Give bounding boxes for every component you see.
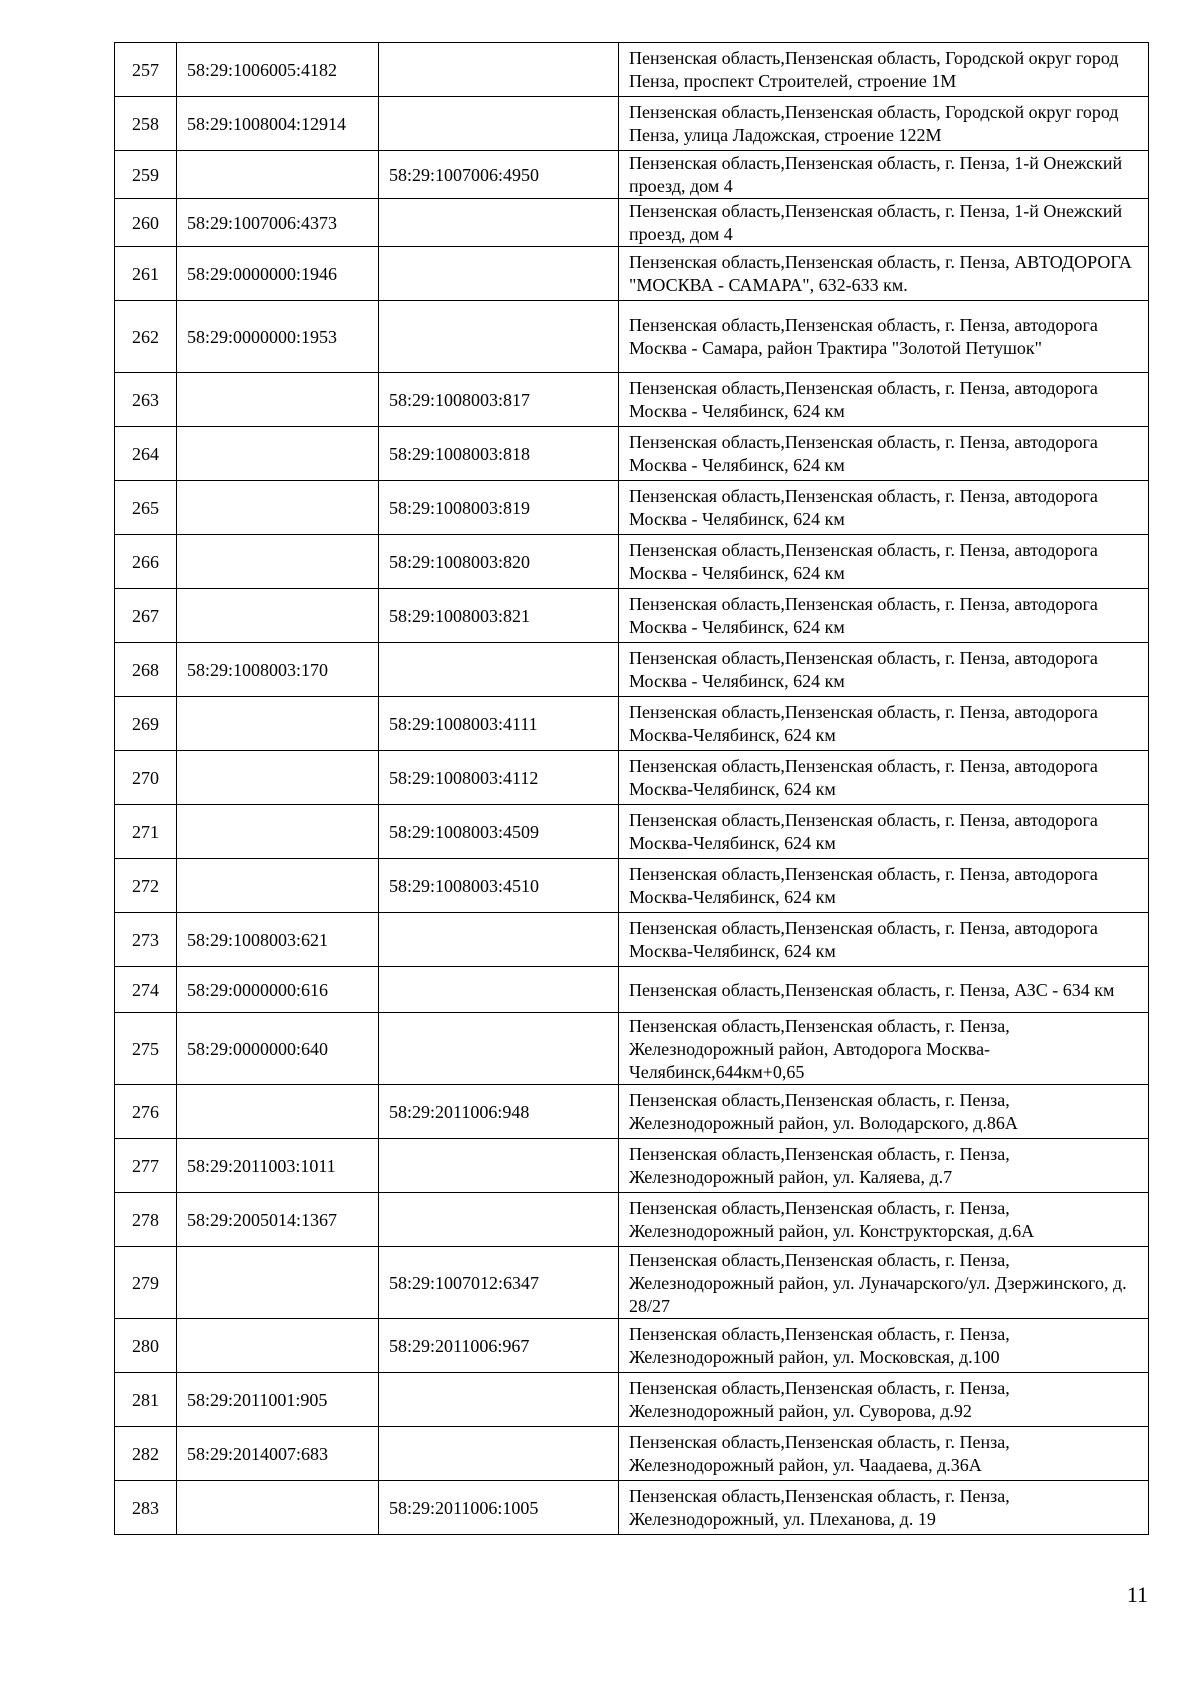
cadastral-number-secondary-cell: 58:29:1008003:818 xyxy=(379,427,619,481)
address-cell: Пензенская область,Пензенская область, г. Пенза, Железнодорожный район, ул. Каляева, д.7 xyxy=(619,1139,1149,1193)
address-cell: Пензенская область,Пензенская область, г. Пенза, автодорога Москва-Челябинск, 624 км xyxy=(619,913,1149,967)
cadastral-number-cell: 58:29:2014007:683 xyxy=(177,1427,379,1481)
address-cell: Пензенская область,Пензенская область, г. Пенза, автодорога Москва - Челябинск, 624 км xyxy=(619,643,1149,697)
table-row xyxy=(115,589,1149,643)
cadastral-number-cell: 58:29:2011003:1011 xyxy=(177,1139,379,1193)
table-row xyxy=(115,199,1149,247)
cadastral-number-cell: 58:29:2011001:905 xyxy=(177,1373,379,1427)
address-cell: Пензенская область,Пензенская область, г. Пенза, 1-й Онежский проезд, дом 4 xyxy=(619,151,1149,199)
cadastral-number-cell xyxy=(177,1319,379,1373)
cadastral-number-cell: 58:29:0000000:640 xyxy=(177,1013,379,1085)
cadastral-number-cell xyxy=(177,373,379,427)
cadastral-number-secondary-cell: 58:29:1008003:820 xyxy=(379,535,619,589)
row-number: 263 xyxy=(115,373,177,427)
registry-table xyxy=(114,42,1149,1535)
cadastral-number-secondary-cell: 58:29:1007012:6347 xyxy=(379,1247,619,1319)
cadastral-number-secondary-cell xyxy=(379,643,619,697)
address-cell: Пензенская область,Пензенская область, г. Пенза, автодорога Москва-Челябинск, 624 км xyxy=(619,805,1149,859)
table-row xyxy=(115,805,1149,859)
address-cell: Пензенская область,Пензенская область, г. Пенза, Железнодорожный район, ул. Луначарского/ул. Дзержинского, д. 28/27 xyxy=(619,1247,1149,1319)
row-number: 282 xyxy=(115,1427,177,1481)
row-number: 266 xyxy=(115,535,177,589)
cadastral-number-cell xyxy=(177,751,379,805)
cadastral-number-secondary-cell xyxy=(379,97,619,151)
table-row xyxy=(115,481,1149,535)
address-cell: Пензенская область,Пензенская область, г. Пенза, Железнодорожный район, ул. Московская, д.100 xyxy=(619,1319,1149,1373)
table-row xyxy=(115,427,1149,481)
address-cell: Пензенская область,Пензенская область, г. Пенза, Железнодорожный район, Автодорога Москва-Челябинск,644км+0,65 xyxy=(619,1013,1149,1085)
cadastral-number-cell: 58:29:1008003:170 xyxy=(177,643,379,697)
table-row xyxy=(115,535,1149,589)
registry-table-body xyxy=(115,43,1149,1535)
address-cell: Пензенская область,Пензенская область, г. Пенза, Железнодорожный район, ул. Володарского, д.86А xyxy=(619,1085,1149,1139)
address-cell: Пензенская область,Пензенская область, г. Пенза, автодорога Москва - Челябинск, 624 км xyxy=(619,427,1149,481)
address-cell: Пензенская область,Пензенская область, г. Пенза, АВТОДОРОГА "МОСКВА - САМАРА", 632-633 км. xyxy=(619,247,1149,301)
cadastral-number-secondary-cell xyxy=(379,913,619,967)
row-number: 264 xyxy=(115,427,177,481)
address-cell: Пензенская область,Пензенская область, г. Пенза, автодорога Москва - Челябинск, 624 км xyxy=(619,589,1149,643)
cadastral-number-secondary-cell: 58:29:1008003:817 xyxy=(379,373,619,427)
table-row xyxy=(115,1427,1149,1481)
row-number: 259 xyxy=(115,151,177,199)
address-cell: Пензенская область,Пензенская область, г. Пенза, Железнодорожный район, ул. Чаадаева, д.36А xyxy=(619,1427,1149,1481)
table-row xyxy=(115,1247,1149,1319)
table-row xyxy=(115,1373,1149,1427)
cadastral-number-cell xyxy=(177,1247,379,1319)
cadastral-number-cell: 58:29:0000000:1953 xyxy=(177,301,379,373)
row-number: 281 xyxy=(115,1373,177,1427)
cadastral-number-secondary-cell xyxy=(379,1139,619,1193)
row-number: 274 xyxy=(115,967,177,1013)
cadastral-number-cell: 58:29:2005014:1367 xyxy=(177,1193,379,1247)
cadastral-number-secondary-cell: 58:29:1008003:4509 xyxy=(379,805,619,859)
cadastral-number-secondary-cell xyxy=(379,1193,619,1247)
row-number: 262 xyxy=(115,301,177,373)
row-number: 279 xyxy=(115,1247,177,1319)
table-row xyxy=(115,97,1149,151)
row-number: 258 xyxy=(115,97,177,151)
row-number: 276 xyxy=(115,1085,177,1139)
cadastral-number-secondary-cell xyxy=(379,301,619,373)
table-row xyxy=(115,859,1149,913)
table-row xyxy=(115,1013,1149,1085)
cadastral-number-secondary-cell xyxy=(379,1013,619,1085)
row-number: 267 xyxy=(115,589,177,643)
cadastral-number-cell: 58:29:1008004:12914 xyxy=(177,97,379,151)
row-number: 257 xyxy=(115,43,177,97)
cadastral-number-secondary-cell xyxy=(379,1373,619,1427)
row-number: 261 xyxy=(115,247,177,301)
cadastral-number-cell: 58:29:1006005:4182 xyxy=(177,43,379,97)
row-number: 273 xyxy=(115,913,177,967)
table-row xyxy=(115,43,1149,97)
cadastral-number-cell xyxy=(177,697,379,751)
cadastral-number-cell: 58:29:1007006:4373 xyxy=(177,199,379,247)
table-row xyxy=(115,1481,1149,1535)
table-row xyxy=(115,643,1149,697)
cadastral-number-secondary-cell xyxy=(379,1427,619,1481)
address-cell: Пензенская область,Пензенская область, г. Пенза, Железнодорожный район, ул. Суворова, д.92 xyxy=(619,1373,1149,1427)
cadastral-number-secondary-cell xyxy=(379,199,619,247)
row-number: 271 xyxy=(115,805,177,859)
address-cell: Пензенская область,Пензенская область, г. Пенза, 1-й Онежский проезд, дом 4 xyxy=(619,199,1149,247)
table-row xyxy=(115,151,1149,199)
row-number: 283 xyxy=(115,1481,177,1535)
table-row xyxy=(115,913,1149,967)
cadastral-number-secondary-cell: 58:29:2011006:967 xyxy=(379,1319,619,1373)
cadastral-number-cell: 58:29:0000000:616 xyxy=(177,967,379,1013)
address-cell: Пензенская область,Пензенская область, г. Пенза, автодорога Москва - Самара, район Трактира "Золотой Петушок" xyxy=(619,301,1149,373)
table-row xyxy=(115,751,1149,805)
table-row xyxy=(115,697,1149,751)
address-cell: Пензенская область,Пензенская область, г. Пенза, Железнодорожный, ул. Плеханова, д. 19 xyxy=(619,1481,1149,1535)
table-row xyxy=(115,1139,1149,1193)
address-cell: Пензенская область,Пензенская область, г. Пенза, автодорога Москва-Челябинск, 624 км xyxy=(619,751,1149,805)
table-row xyxy=(115,1193,1149,1247)
row-number: 268 xyxy=(115,643,177,697)
cadastral-number-secondary-cell xyxy=(379,967,619,1013)
row-number: 270 xyxy=(115,751,177,805)
row-number: 272 xyxy=(115,859,177,913)
cadastral-number-cell xyxy=(177,859,379,913)
table-row xyxy=(115,967,1149,1013)
address-cell: Пензенская область,Пензенская область, Городской округ город Пенза, проспект Строителей, строение 1М xyxy=(619,43,1149,97)
cadastral-number-secondary-cell: 58:29:1008003:4112 xyxy=(379,751,619,805)
address-cell: Пензенская область,Пензенская область, г. Пенза, АЗС - 634 км xyxy=(619,967,1149,1013)
row-number: 278 xyxy=(115,1193,177,1247)
cadastral-number-secondary-cell: 58:29:1008003:819 xyxy=(379,481,619,535)
cadastral-number-cell xyxy=(177,481,379,535)
table-row xyxy=(115,1085,1149,1139)
row-number: 260 xyxy=(115,199,177,247)
cadastral-number-cell xyxy=(177,805,379,859)
row-number: 277 xyxy=(115,1139,177,1193)
cadastral-number-secondary-cell: 58:29:1008003:4111 xyxy=(379,697,619,751)
address-cell: Пензенская область,Пензенская область, г. Пенза, автодорога Москва-Челябинск, 624 км xyxy=(619,859,1149,913)
cadastral-number-secondary-cell: 58:29:1008003:821 xyxy=(379,589,619,643)
cadastral-number-cell xyxy=(177,1481,379,1535)
table-row xyxy=(115,1319,1149,1373)
page-number: 11 xyxy=(1126,1582,1148,1607)
cadastral-number-cell: 58:29:1008003:621 xyxy=(177,913,379,967)
table-row xyxy=(115,301,1149,373)
cadastral-number-secondary-cell xyxy=(379,43,619,97)
row-number: 280 xyxy=(115,1319,177,1373)
cadastral-number-cell xyxy=(177,535,379,589)
address-cell: Пензенская область,Пензенская область, г. Пенза, автодорога Москва-Челябинск, 624 км xyxy=(619,697,1149,751)
cadastral-number-secondary-cell: 58:29:1007006:4950 xyxy=(379,151,619,199)
cadastral-number-cell: 58:29:0000000:1946 xyxy=(177,247,379,301)
address-cell: Пензенская область,Пензенская область, г. Пенза, автодорога Москва - Челябинск, 624 км xyxy=(619,373,1149,427)
row-number: 269 xyxy=(115,697,177,751)
row-number: 275 xyxy=(115,1013,177,1085)
address-cell: Пензенская область,Пензенская область, г. Пенза, автодорога Москва - Челябинск, 624 км xyxy=(619,481,1149,535)
table-row xyxy=(115,373,1149,427)
table-row xyxy=(115,247,1149,301)
address-cell: Пензенская область,Пензенская область, г. Пенза, автодорога Москва - Челябинск, 624 км xyxy=(619,535,1149,589)
row-number: 265 xyxy=(115,481,177,535)
address-cell: Пензенская область,Пензенская область, Городской округ город Пенза, улица Ладожская, строение 122М xyxy=(619,97,1149,151)
cadastral-number-secondary-cell: 58:29:1008003:4510 xyxy=(379,859,619,913)
cadastral-number-secondary-cell: 58:29:2011006:1005 xyxy=(379,1481,619,1535)
cadastral-number-secondary-cell xyxy=(379,247,619,301)
cadastral-number-cell xyxy=(177,427,379,481)
address-cell: Пензенская область,Пензенская область, г. Пенза, Железнодорожный район, ул. Конструкторская, д.6А xyxy=(619,1193,1149,1247)
cadastral-number-secondary-cell: 58:29:2011006:948 xyxy=(379,1085,619,1139)
cadastral-number-cell xyxy=(177,151,379,199)
cadastral-number-cell xyxy=(177,589,379,643)
cadastral-number-cell xyxy=(177,1085,379,1139)
